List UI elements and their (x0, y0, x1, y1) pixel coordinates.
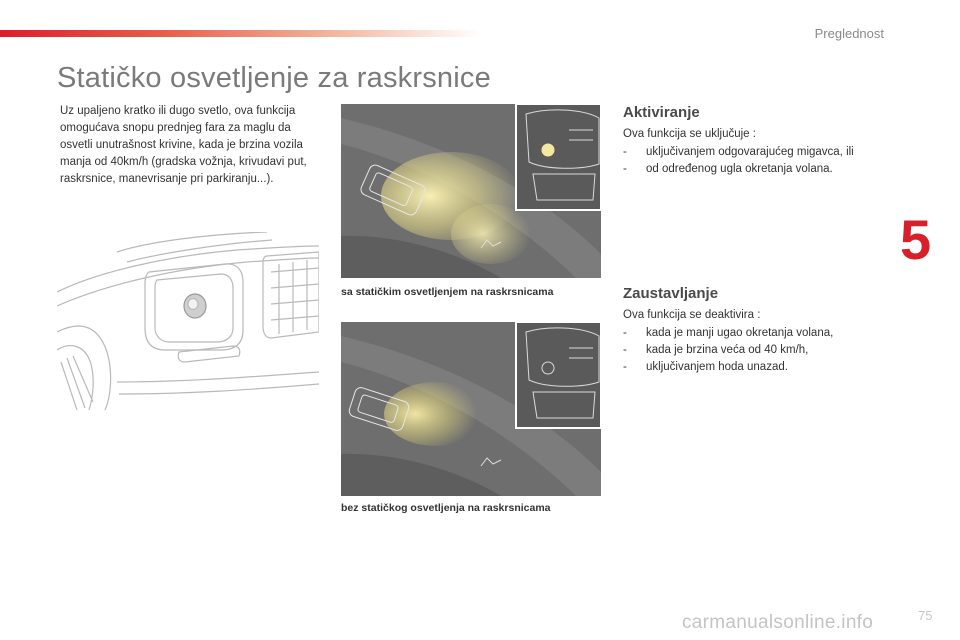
header-accent-bar (0, 30, 480, 37)
list-item (623, 325, 883, 342)
section-name: Preglednost (814, 26, 884, 41)
deactivation-heading: Zaustavljanje (623, 285, 719, 302)
list-item-text: od određenog ugla okretanja volana. (646, 163, 833, 175)
caption-without-lighting: bez statičkog osvetljenja na raskrsnicama (341, 502, 551, 514)
page-number: 75 (918, 608, 933, 623)
list-item-text: uključivanjem odgovarajućeg migavca, ili (646, 146, 854, 158)
activation-heading: Aktiviranje (623, 104, 700, 121)
list-dash: - (623, 146, 627, 158)
intro-text: Uz upaljeno kratko ili dugo svetlo, ova funkcija omogućava snopu prednjeg fara za maglu da osvetli unutrašnost krivine, kada je brzina vozila manja od 40km/h (gradska vožnja, krivudavi put, raskrsnice, manevrisanje pri parkiranju...). (60, 105, 307, 185)
watermark: carmanualsonline.info (682, 612, 874, 633)
scene-with-cornering-light (341, 104, 601, 278)
activation-list (623, 144, 883, 178)
activation-intro: Ova funkcija se uključuje : (623, 128, 756, 140)
list-item (623, 342, 883, 359)
caption-with-lighting: sa statičkim osvetljenjem na raskrsnicama (341, 286, 554, 298)
list-dash: - (623, 344, 627, 356)
page-title: Statičko osvetljenje za raskrsnice (57, 62, 491, 94)
list-item-text: kada je manji ugao okretanja volana, (646, 327, 834, 339)
list-item (623, 161, 883, 178)
chapter-number: 5 (900, 208, 932, 271)
list-item-text: uključivanjem hoda unazad. (646, 361, 788, 373)
list-dash: - (623, 361, 627, 373)
list-dash: - (623, 163, 627, 175)
deactivation-intro: Ova funkcija se deaktivira : (623, 309, 761, 321)
list-item (623, 144, 883, 161)
list-item-text: kada je brzina veća od 40 km/h, (646, 344, 809, 356)
list-item (623, 359, 883, 376)
fog-lamp-illustration (57, 232, 319, 410)
list-dash: - (623, 327, 627, 339)
deactivation-list (623, 325, 883, 376)
scene-without-cornering-light (341, 322, 601, 496)
